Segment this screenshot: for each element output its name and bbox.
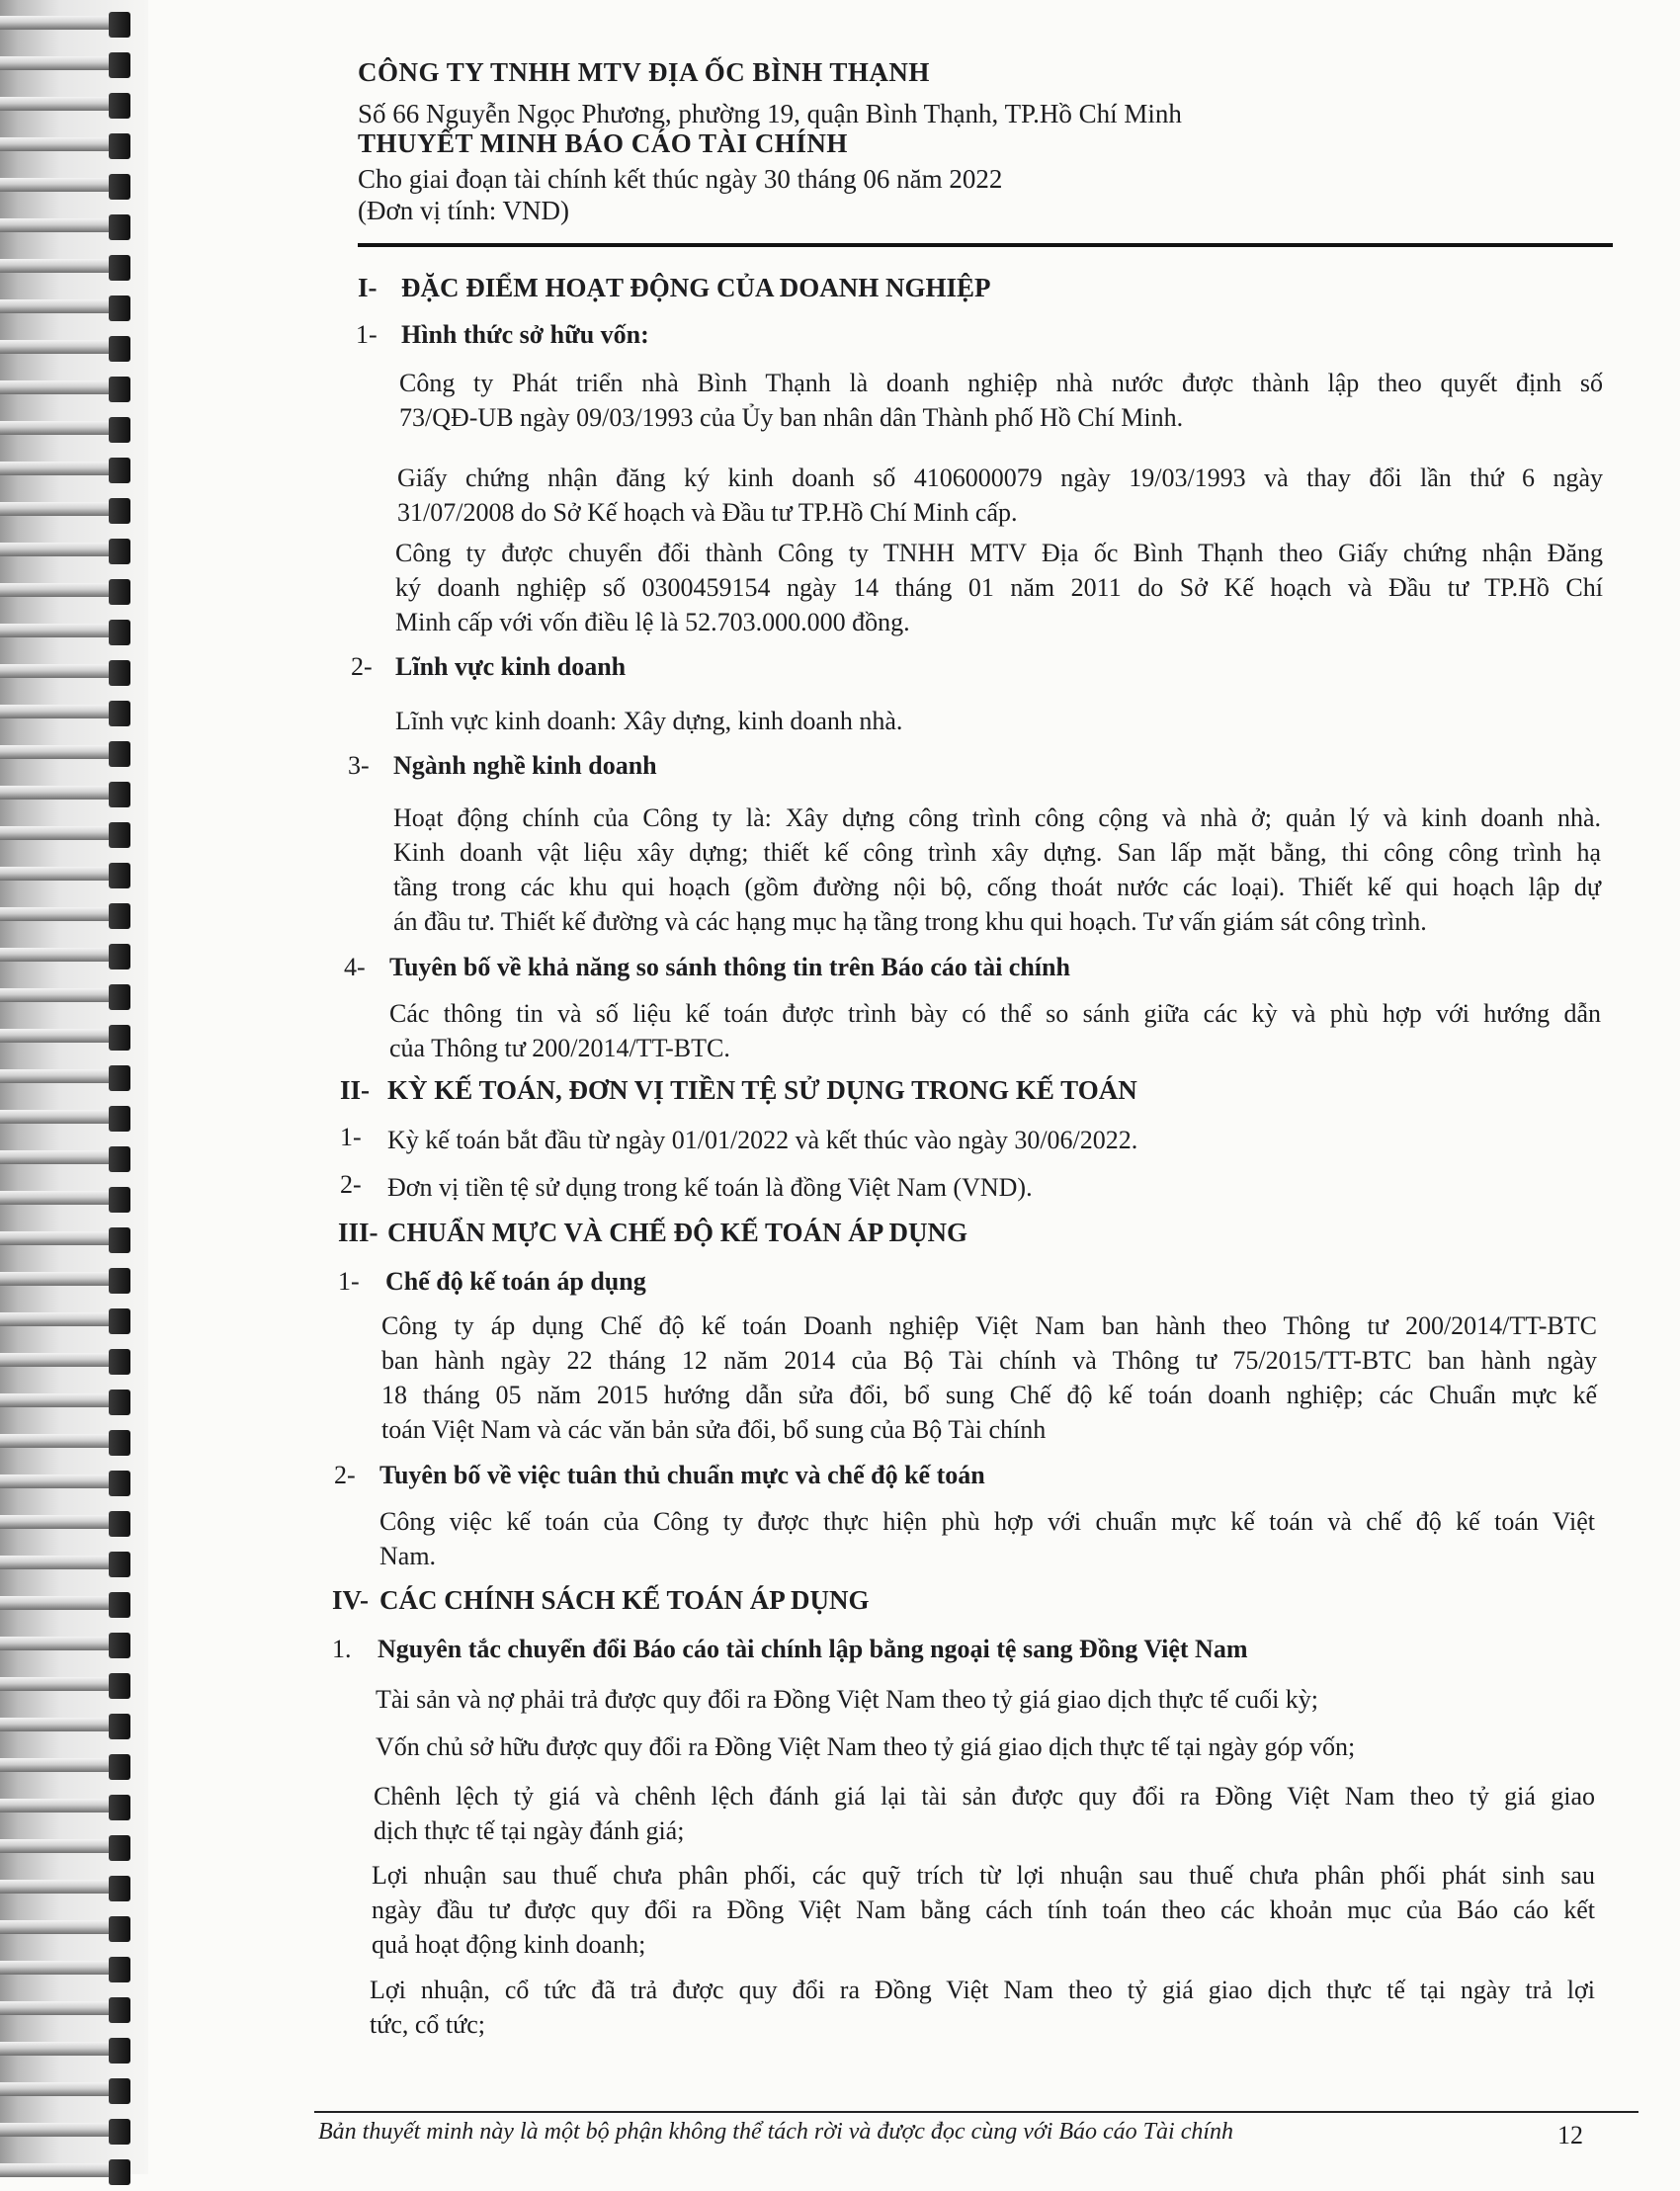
- item-2-1-number: 1-: [340, 1123, 362, 1151]
- item-1-4-number: 4-: [344, 953, 366, 981]
- item-2-2-number: 2-: [340, 1170, 362, 1199]
- page-number: 12: [1557, 2121, 1583, 2149]
- section-4-number: IV-: [332, 1585, 369, 1615]
- section-3-number: III-: [338, 1218, 378, 1247]
- text-line: Các thông tin và số liệu kế toán được trình bày có thể so sánh giữa các kỳ và phù hợp với hướng dẫn: [389, 999, 1601, 1028]
- text-line: Tài sản và nợ phải trả được quy đổi ra Đồng Việt Nam theo tỷ giá giao dịch thực tế cuối kỳ;: [376, 1685, 1319, 1714]
- text-line: án đầu tư. Thiết kế đường và các hạng mục hạ tầng trong khu qui hoạch. Tư vấn giám sát công trình.: [393, 907, 1427, 936]
- section-4-title: CÁC CHÍNH SÁCH KẾ TOÁN ÁP DỤNG: [379, 1585, 870, 1615]
- item-3-1-title: Chế độ kế toán áp dụng: [385, 1267, 646, 1296]
- report-period: Cho giai đoạn tài chính kết thúc ngày 30 tháng 06 năm 2022: [358, 164, 1003, 194]
- text-line: Công việc kế toán của Công ty được thực hiện phù hợp với chuẩn mực kế toán và chế độ kế toán Việt: [379, 1507, 1595, 1536]
- text-line: ngày đầu tư được quy đổi ra Đồng Việt Nam bằng cách tính toán theo các khoản mục của Báo cáo kết: [372, 1896, 1595, 1924]
- paragraph: [395, 536, 1603, 639]
- text-line: Minh cấp với vốn điều lệ là 52.703.000.000 đồng.: [395, 608, 910, 636]
- text-line: Công ty Phát triển nhà Bình Thạnh là doanh nghiệp nhà nước được thành lập theo quyết định số: [399, 369, 1603, 397]
- item-4-1-number: 1.: [332, 1635, 352, 1663]
- text-line: Giấy chứng nhận đăng ký kinh doanh số 4106000079 ngày 19/03/1993 và thay đổi lần thứ 6 ngày: [397, 463, 1603, 492]
- text-line: 73/QĐ-UB ngày 09/03/1993 của Ủy ban nhân dân Thành phố Hồ Chí Minh.: [399, 403, 1184, 432]
- text-line: ban hành ngày 22 tháng 12 năm 2014 của Bộ Tài chính và Thông tư 75/2015/TT-BTC ban hành ngày: [381, 1346, 1597, 1375]
- item-4-1-title: Nguyên tắc chuyển đổi Báo cáo tài chính lập bằng ngoại tệ sang Đồng Việt Nam: [378, 1635, 1248, 1663]
- section-2-number: II-: [340, 1075, 371, 1105]
- paragraph: [374, 1779, 1595, 1848]
- text-line: 31/07/2008 do Sở Kế hoạch và Đầu tư TP.Hồ Chí Minh cấp.: [397, 498, 1018, 527]
- text-line: Đơn vị tiền tệ sử dụng trong kế toán là đồng Việt Nam (VND).: [387, 1173, 1033, 1202]
- text-line: quả hoạt động kinh doanh;: [372, 1930, 646, 1959]
- footer-divider: [314, 2111, 1638, 2113]
- item-3-2-title: Tuyên bố về việc tuân thủ chuẩn mực và chế độ kế toán: [379, 1461, 985, 1489]
- item-1-3-title: Ngành nghề kinh doanh: [393, 751, 657, 780]
- item-1-1-number: 1-: [356, 320, 378, 349]
- paragraph: [379, 1504, 1595, 1573]
- item-3-1-number: 1-: [338, 1267, 360, 1296]
- text-line: toán Việt Nam và các văn bản sửa đổi, bổ sung của Bộ Tài chính: [381, 1415, 1047, 1444]
- company-name: CÔNG TY TNHH MTV ĐỊA ỐC BÌNH THẠNH: [358, 57, 930, 87]
- text-line: Lợi nhuận sau thuế chưa phân phối, các quỹ trích từ lợi nhuận sau thuế chưa phân phối phát sinh sau: [372, 1861, 1595, 1890]
- text-line: dịch thực tế tại ngày đánh giá;: [374, 1816, 685, 1845]
- paragraph: [399, 366, 1603, 435]
- item-1-2-title: Lĩnh vực kinh doanh: [395, 652, 627, 681]
- text-line: Kinh doanh vật liệu xây dựng; thiết kế công trình xây dựng. San lấp mặt bằng, thi công công trình hạ: [393, 838, 1601, 867]
- text-line: Vốn chủ sở hữu được quy đổi ra Đồng Việt Nam theo tỷ giá giao dịch thực tế tại ngày góp vốn;: [376, 1732, 1356, 1761]
- section-1-number: I-: [358, 273, 378, 302]
- text-line: của Thông tư 200/2014/TT-BTC.: [389, 1034, 730, 1062]
- paragraph: [397, 461, 1603, 530]
- paragraph: [393, 801, 1601, 939]
- section-1-title: ĐẶC ĐIỂM HOẠT ĐỘNG CỦA DOANH NGHIỆP: [401, 273, 991, 302]
- text-line: Hoạt động chính của Công ty là: Xây dựng công trình công cộng và nhà ở; quản lý và kinh doanh nhà.: [393, 803, 1601, 832]
- item-3-2-number: 2-: [334, 1461, 356, 1489]
- currency-unit: (Đơn vị tính: VND): [358, 196, 570, 225]
- text-line: ký doanh nghiệp số 0300459154 ngày 14 tháng 01 năm 2011 do Sở Kế hoạch và Đầu tư TP.Hồ Chí: [395, 573, 1603, 602]
- item-1-3-number: 3-: [348, 751, 370, 780]
- paragraph: [389, 996, 1601, 1065]
- header-divider: [358, 243, 1613, 247]
- text-line: Công ty áp dụng Chế độ kế toán Doanh nghiệp Việt Nam ban hành theo Thông tư 200/2014/TT-BTC: [381, 1311, 1597, 1340]
- report-title: THUYẾT MINH BÁO CÁO TÀI CHÍNH: [358, 128, 848, 158]
- text-line: 18 tháng 05 năm 2015 hướng dẫn sửa đổi, bổ sung Chế độ kế toán doanh nghiệp; các Chuẩn mực kế: [381, 1381, 1597, 1409]
- section-2-title: KỲ KẾ TOÁN, ĐƠN VỊ TIỀN TỆ SỬ DỤNG TRONG KẾ TOÁN: [387, 1075, 1137, 1105]
- section-3-title: CHUẨN MỰC VÀ CHẾ ĐỘ KẾ TOÁN ÁP DỤNG: [387, 1218, 968, 1247]
- paragraph: [370, 1973, 1595, 2042]
- item-1-4-title: Tuyên bố về khả năng so sánh thông tin trên Báo cáo tài chính: [389, 953, 1070, 981]
- paragraph: [372, 1858, 1595, 1962]
- text-line: Kỳ kế toán bắt đầu từ ngày 01/01/2022 và kết thúc vào ngày 30/06/2022.: [387, 1126, 1138, 1154]
- item-1-2-number: 2-: [351, 652, 373, 681]
- paragraph: [381, 1308, 1597, 1447]
- text-line: Lợi nhuận, cổ tức đã trả được quy đổi ra Đồng Việt Nam theo tỷ giá giao dịch thực tế tại ngày trả lợi: [370, 1976, 1595, 2004]
- text-line: Lĩnh vực kinh doanh: Xây dựng, kinh doanh nhà.: [395, 707, 903, 735]
- text-line: Chênh lệch tỷ giá và chênh lệch đánh giá lại tài sản được quy đổi ra Đồng Việt Nam theo tỷ giá giao: [374, 1782, 1595, 1811]
- company-address: Số 66 Nguyễn Ngọc Phương, phường 19, quận Bình Thạnh, TP.Hồ Chí Minh: [358, 99, 1182, 128]
- text-line: Nam.: [379, 1542, 437, 1570]
- item-1-1-title: Hình thức sở hữu vốn:: [401, 320, 649, 349]
- text-line: tầng trong các khu qui hoạch (gồm đường nội bộ, cống thoát nước các loại). Thiết kế qui hoạch lập dự: [393, 873, 1601, 901]
- text-line: tức, cổ tức;: [370, 2010, 485, 2039]
- text-line: Công ty được chuyển đổi thành Công ty TNHH MTV Địa ốc Bình Thạnh theo Giấy chứng nhận Đăng: [395, 539, 1603, 567]
- footer-note: Bản thuyết minh này là một bộ phận không thể tách rời và được đọc cùng với Báo cáo Tài chính: [318, 2119, 1234, 2145]
